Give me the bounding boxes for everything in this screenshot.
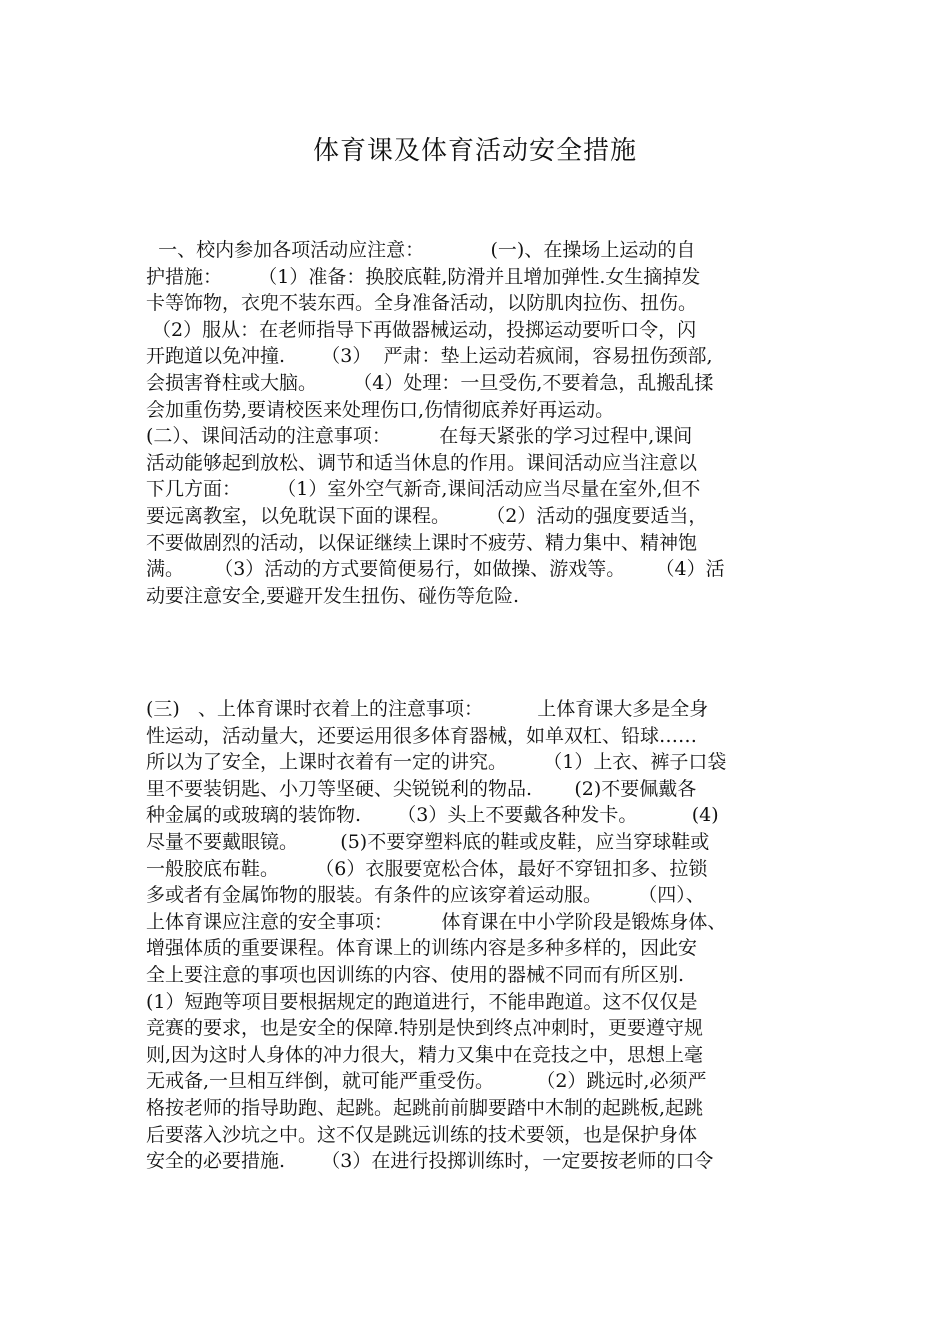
text-line: 种金属的或玻璃的装饰物. （3）头上不要戴各种发卡。 (4) — [146, 804, 719, 827]
text-line: 动要注意安全,要避开发生扭伤、碰伤等危险. — [146, 584, 520, 607]
text-line: 一般胶底布鞋。 （6）衣服要宽松合体，最好不穿钮扣多、拉锁 — [146, 857, 708, 880]
text-line: 一、校内参加各项活动应注意： (一)、在操场上运动的自 — [146, 239, 696, 261]
text-line: 下几方面： （1）室外空气新奇,课间活动应当尽量在室外,但不 — [146, 478, 701, 501]
text-line: 护措施： （1）准备：换胶底鞋,防滑并且增加弹性.女生摘掉发 — [146, 265, 701, 288]
text-line: 要远离教室，以免耽误下面的课程。 （2）活动的强度要适当， — [146, 504, 708, 527]
text-line: 竞赛的要求，也是安全的保障.特别是快到终点冲刺时，更要遵守规 — [146, 1017, 704, 1040]
section-2-text — [146, 696, 822, 1175]
section-1-text — [146, 237, 822, 609]
text-line: 无戒备,一旦相互绊倒，就可能严重受伤。 （2）跳远时,必须严 — [146, 1070, 707, 1093]
text-line: (三) 、上体育课时衣着上的注意事项： 上体育课大多是全身 — [146, 698, 709, 720]
text-line: （2）服从：在老师指导下再做器械运动，投掷运动要听口令，闪 — [146, 318, 697, 341]
text-line: 卡等饰物，衣兜不装东西。全身准备活动，以防肌肉拉伤、扭伤。 — [146, 292, 698, 315]
text-line: (1）短跑等项目要根据规定的跑道进行，不能串跑道。这不仅仅是 — [146, 990, 698, 1013]
text-line: 上体育课应注意的安全事项： 体育课在中小学阶段是锻炼身体、 — [146, 910, 727, 933]
text-line: 多或者有金属饰物的服装。有条件的应该穿着运动服。 （四）、 — [146, 884, 705, 907]
text-line: 里不要装钥匙、小刀等坚硬、尖锐锐利的物品. (2)不要佩戴各 — [146, 777, 697, 800]
text-line: 满。 （3）活动的方式要简便易行，如做操、游戏等。 （4）活 — [146, 558, 725, 581]
text-line: 开跑道以免冲撞. （3） 严肃：垫上运动若疯闹，容易扭伤颈部, — [146, 345, 713, 368]
text-line: (二）、课间活动的注意事项： 在每天紧张的学习过程中,课间 — [146, 425, 693, 448]
text-line: 所以为了安全，上课时衣着有一定的讲究。 （1）上衣、裤子口袋 — [146, 751, 727, 774]
text-line: 安全的必要措施. （3）在进行投掷训练时，一定要按老师的口令 — [146, 1150, 714, 1173]
text-line: 活动能够起到放松、调节和适当休息的作用。课间活动应当注意以 — [146, 451, 698, 474]
text-line: 性运动，活动量大，还要运用很多体育器械，如单双杠、铅球…… — [146, 724, 698, 747]
text-line: 后要落入沙坑之中。这不仅是跳远训练的技术要领，也是保护身体 — [146, 1123, 698, 1146]
document-title: 体育课及体育活动安全措施 — [312, 136, 637, 166]
text-line: 会损害脊柱或大脑。 （4）处理：一旦受伤,不要着急，乱搬乱揉 — [146, 371, 714, 394]
text-line: 不要做剧烈的活动，以保证继续上课时不疲劳、精力集中、精神饱 — [146, 531, 698, 554]
text-line: 全上要注意的事项也因训练的内容、使用的器械不同而有所区别. — [146, 963, 685, 986]
text-line: 尽量不要戴眼镜。 (5)不要穿塑料底的鞋或皮鞋，应当穿球鞋或 — [146, 830, 710, 853]
text-line: 增强体质的重要课程。体育课上的训练内容是多种多样的，因此安 — [146, 937, 698, 960]
text-line: 会加重伤势,要请校医来处理伤口,伤情彻底养好再运动。 — [146, 398, 615, 421]
text-line: 则,因为这时人身体的冲力很大，精力又集中在竞技之中，思想上毫 — [146, 1043, 704, 1066]
text-line: 格按老师的指导助跑、起跳。起跳前前脚要踏中木制的起跳板,起跳 — [146, 1096, 704, 1119]
